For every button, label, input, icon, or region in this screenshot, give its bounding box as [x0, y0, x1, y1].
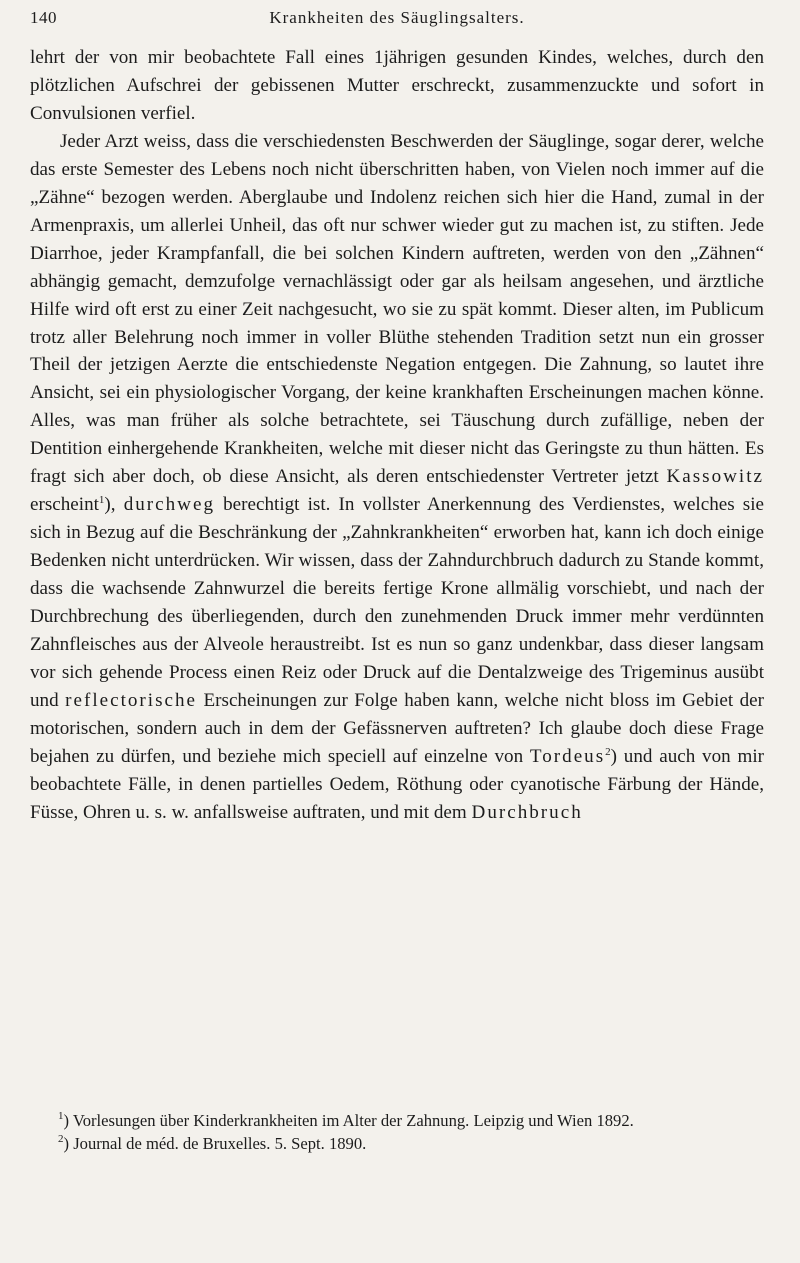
paragraph	[30, 128, 764, 827]
spaced-name: reflectorische	[65, 689, 198, 711]
page-number: 140	[30, 8, 57, 27]
footnote	[30, 1110, 764, 1133]
running-title: Krankheiten des Säuglingsalters.	[269, 8, 525, 27]
paragraph	[30, 44, 764, 128]
footnote-ref: 2	[605, 745, 611, 758]
footnote-mark: 1	[58, 1110, 64, 1122]
footnote-paren: )	[63, 1111, 73, 1130]
text-run: erscheint	[30, 494, 99, 516]
text-run: ),	[104, 494, 124, 516]
spaced-name: Durchbruch	[471, 801, 583, 823]
body-text	[30, 44, 764, 827]
text-run: ) und auch von mir beobachtete Fälle, in denen partielles Oedem, Röthung oder cyanotische Färbung der Hände, Füsse, Ohren u. s. w. anfallsweise auftraten, und mit dem	[30, 745, 764, 823]
text-run: Erscheinungen zur Folge haben kann, welche nicht bloss im Gebiet der motorischen, sondern auch in dem der Gefässnerven auftreten? Ich glaube doch diese Frage bejahen zu dürfen, und beziehe mich speciell auf einzelne von	[30, 689, 764, 767]
footnote-mark: 2	[58, 1132, 64, 1145]
spaced-name: Kassowitz	[666, 466, 764, 488]
spaced-name: durchweg	[123, 494, 215, 516]
text-run: berechtigt ist. In vollster Anerkennung des Verdienstes, welches sie sich in Bezug auf die Beschränkung der „Zahnkrankheiten“ erworben hat, kann ich doch einige Bedenken nicht unterdrücken. Wir wissen, dass der Zahndurchbruch dadurch zu Stande kommt, dass die wachsende Zahnwurzel die bereits fertige Krone allmälig vorschiebt, und nach der Durchbrechung des überliegenden, durch den zunehmenden Druck immer mehr verdünnten Zahnfleisches aus der Alveole heraustreibt. Ist es nun so ganz undenkbar, dass dieser langsam vor sich gehende Process einen Reiz oder Druck auf die Dentalzweige des Trigeminus ausübt und	[30, 494, 765, 711]
footnote-ref: 1	[98, 494, 105, 507]
footnote-paren: )	[63, 1133, 74, 1153]
footnote-text: Journal de méd. de Bruxelles. 5. Sept. 1890.	[73, 1133, 367, 1153]
footnote	[30, 1133, 764, 1156]
footnote-text: Vorlesungen über Kinderkrankheiten im Alter der Zahnung. Leipzig und Wien 1892.	[72, 1111, 634, 1130]
running-header	[30, 6, 764, 32]
spaced-name: Tordeus	[529, 745, 606, 767]
footnotes	[30, 1110, 764, 1155]
text-run: Jeder Arzt weiss, dass die verschiedensten Beschwerden der Säuglinge, sogar derer, welche das erste Semester des Lebens noch nicht überschritten haben, von Vielen noch immer auf die „Zähne“ bezogen werden. Aberglaube und Indolenz reichen sich hier die Hand, zumal in der Armenpraxis, um allerlei Unheil, das oft nur schwer wieder gut zu machen ist, zu stiften. Jede Diarrhoe, jeder Krampfanfall, die bei solchen Kindern auftreten, werden von den „Zähnen“ abhängig gemacht, demzufolge vernachlässigt oder gar als heilsam angesehen, und ärztliche Hilfe wird oft erst zu einer Zeit nachgesucht, wo sie zu spät kommt. Dieser alten, im Publicum trotz aller Belehrung noch immer in voller Blüthe stehenden Tradition setzt nun ein grosser Theil der jetzigen Aerzte die entschiedenste Negation entgegen. Die Zahnung, so lautet ihre Ansicht, sei ein physiologischer Vorgang, der keine krankhaften Erscheinungen machen könne. Alles, was man früher als solche betrachtete, sei Täuschung durch zufällige, neben der Dentition einhergehende Krankheiten, welche mit dieser nicht das Geringste zu thun hätten. Es fragt sich aber doch, ob diese Ansicht, als deren entschiedenster Vertreter jetzt	[30, 130, 764, 488]
text-run: lehrt der von mir beobachtete Fall eines 1jährigen gesunden Kindes, welches, durch den plötzlichen Aufschrei der gebissenen Mutter erschreckt, zusammenzuckte und sofort in Convulsionen verfiel.	[30, 47, 764, 124]
